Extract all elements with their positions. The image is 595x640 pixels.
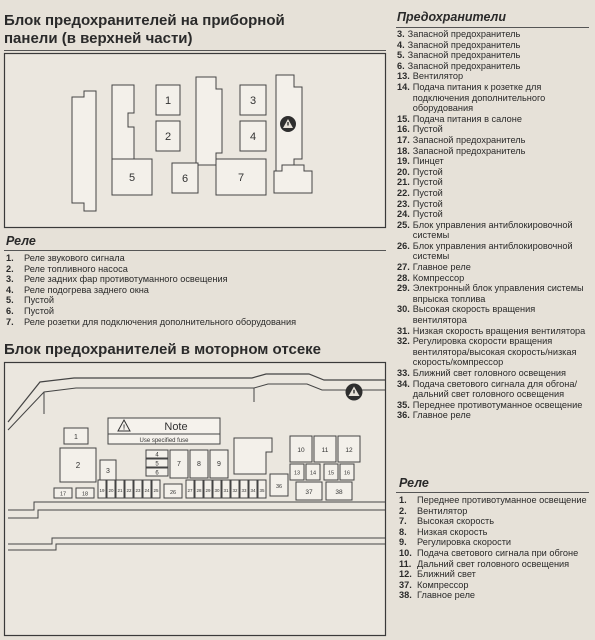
item-number: 25.	[397, 219, 410, 230]
item-text: Вентилятор	[412, 71, 464, 82]
list-item	[6, 274, 386, 285]
fuse-28-label: 28	[196, 488, 202, 493]
item-number: 3.	[6, 274, 14, 285]
relay-37-label: 37	[305, 489, 313, 496]
item-number: 27.	[397, 262, 410, 273]
item-text: Компрессор	[417, 579, 469, 590]
note-sub-text: Use specified fuse	[139, 438, 189, 444]
list-item	[397, 50, 590, 61]
item-text: Пустой	[412, 166, 443, 177]
relay-section-2-rule	[396, 492, 589, 493]
item-text: Пустой	[412, 177, 443, 188]
fuse-list	[397, 29, 590, 421]
fuse-36-label: 36	[275, 484, 283, 490]
dashboard-fuse-box-diagram	[4, 53, 387, 229]
connector-block-shape	[234, 438, 272, 474]
item-number: 20.	[397, 166, 410, 177]
item-text: Запасной предохранитель	[412, 134, 526, 145]
item-text: Главное реле	[417, 590, 476, 601]
list-item	[399, 527, 589, 538]
list-item	[397, 209, 590, 220]
top-title-rule	[4, 50, 386, 51]
list-item	[397, 283, 590, 304]
relay-2-label: 2	[164, 131, 172, 143]
list-item	[397, 326, 590, 337]
fuse-21-label: 21	[117, 488, 123, 493]
fuse-29-label: 29	[205, 488, 211, 493]
item-text: Подача питания в салоне	[412, 113, 522, 124]
relay-12-label: 12	[345, 447, 353, 454]
list-item	[397, 400, 590, 411]
list-item	[397, 71, 590, 82]
item-number: 14.	[397, 81, 410, 92]
item-number: 7.	[399, 516, 407, 527]
note-label-text: Note	[164, 421, 188, 433]
list-item	[397, 29, 590, 40]
item-text: Реле подогрева заднего окна	[24, 284, 149, 295]
item-number: 3.	[397, 29, 405, 39]
item-text: Ближний свет	[417, 569, 476, 580]
item-text: Низкая скорость вращения вентилятора	[412, 325, 586, 336]
list-item	[397, 304, 590, 325]
fuses-section-rule	[396, 27, 589, 28]
item-text: Пинцет	[412, 156, 444, 167]
list-item	[6, 285, 386, 296]
item-number: 4.	[397, 39, 405, 50]
item-number: 22.	[397, 187, 410, 198]
fuses-section-title: Предохранители	[397, 10, 506, 24]
item-text: Реле звукового сигнала	[24, 253, 125, 263]
fuse-35-label: 35	[259, 488, 265, 493]
relay-list-1	[6, 253, 386, 327]
list-item	[399, 516, 589, 527]
item-number: 23.	[397, 198, 410, 209]
relay-5-label: 5	[128, 172, 136, 184]
item-number: 24.	[397, 209, 410, 220]
item-number: 13.	[397, 71, 410, 82]
list-item	[6, 295, 386, 306]
list-item	[397, 220, 590, 241]
fuse-22-label: 22	[126, 488, 132, 493]
list-item	[397, 82, 590, 114]
item-number: 2.	[6, 263, 14, 274]
top-panel-title-line1: Блок предохранителей на приборной	[4, 12, 285, 29]
item-number: 7.	[6, 316, 14, 327]
item-text: Подача питания к розетке для подключения дополнительного оборудования	[412, 81, 546, 114]
item-text: Запасной предохранитель	[407, 50, 521, 61]
item-text: Запасной предохранитель	[407, 29, 521, 39]
relay-3-label: 3	[106, 468, 110, 475]
item-number: 17.	[397, 134, 410, 145]
item-number: 5.	[397, 50, 405, 61]
item-number: 33.	[397, 368, 410, 378]
fuse-32-label: 32	[232, 488, 238, 493]
engine-fuse-box-diagram	[4, 362, 387, 638]
fuse-25-label: 25	[153, 488, 159, 493]
item-number: 31.	[397, 325, 410, 336]
fuse-14-label: 14	[309, 470, 317, 477]
list-item	[397, 368, 590, 379]
item-number: 2.	[399, 505, 407, 516]
item-number: 34.	[397, 378, 410, 389]
item-number: 1.	[6, 253, 14, 263]
item-number: 8.	[399, 526, 407, 537]
item-number: 38.	[399, 590, 412, 601]
relay-6-label: 6	[181, 173, 189, 185]
list-item	[397, 124, 590, 135]
list-item	[397, 336, 590, 368]
item-text: Подача светового сигнала при обгоне	[417, 547, 579, 558]
item-number: 37.	[399, 579, 412, 590]
list-item	[397, 273, 590, 284]
list-item	[6, 306, 386, 317]
item-text: Реле розетки для подключения дополнительного оборудования	[24, 316, 297, 327]
fuse-5-label: 5	[155, 461, 159, 468]
list-item	[397, 379, 590, 400]
fuse-16-label: 16	[343, 470, 351, 477]
list-item	[397, 410, 590, 421]
item-number: 4.	[6, 284, 14, 295]
diagram-frame	[5, 54, 386, 228]
item-text: Вентилятор	[417, 505, 468, 516]
item-text: Пустой	[412, 124, 443, 135]
item-text: Пустой	[24, 305, 55, 316]
left-connector-shape	[72, 91, 96, 211]
list-item	[399, 590, 589, 601]
item-text: Высокая скорость	[417, 516, 495, 527]
fuse-23-label: 23	[135, 488, 141, 493]
item-number: 30.	[397, 304, 410, 315]
list-item	[397, 199, 590, 210]
item-text: Реле задних фар противотуманного освещения	[24, 274, 228, 285]
relay-section-1-rule	[4, 250, 386, 251]
item-text: Главное реле	[412, 262, 471, 273]
relay-4-label: 4	[249, 131, 257, 143]
fuse-15-label: 15	[327, 470, 335, 477]
fuse-30-label: 30	[214, 488, 220, 493]
list-item	[399, 506, 589, 517]
list-item	[6, 253, 386, 264]
item-number: 26.	[397, 240, 410, 251]
relay-list-2	[399, 495, 589, 601]
item-text: Главное реле	[412, 410, 471, 421]
item-text: Запасной предохранитель	[407, 60, 521, 71]
relay-2-label: 2	[75, 461, 81, 470]
item-number: 12.	[399, 569, 412, 580]
item-number: 9.	[399, 537, 407, 548]
list-item	[6, 264, 386, 275]
engine-section-title: Блок предохранителей в моторном отсеке	[4, 341, 322, 358]
item-number: 6.	[397, 60, 405, 71]
item-number: 32.	[397, 336, 410, 347]
item-text: Блок управления антиблокировочной системы	[412, 240, 573, 262]
list-item	[397, 156, 590, 167]
fuse-20-label: 20	[108, 488, 114, 493]
item-number: 28.	[397, 272, 410, 283]
item-text: Блок управления антиблокировочной системы	[412, 219, 573, 241]
fuse-19-label: 19	[99, 488, 105, 493]
fuse-24-label: 24	[144, 488, 150, 493]
fuse-13-label: 13	[293, 470, 301, 477]
list-item	[397, 241, 590, 262]
caution-triangle-icon	[346, 384, 363, 401]
relay-8-label: 8	[197, 461, 201, 468]
fuse-31-label: 31	[223, 488, 229, 493]
item-number: 15.	[397, 113, 410, 124]
top-panel-title-line2: панели (в верхней части)	[4, 30, 193, 47]
item-text: Пустой	[412, 209, 443, 220]
relay-10-label: 10	[297, 447, 305, 454]
item-text: Дальний свет головного освещения	[417, 558, 570, 569]
item-number: 5.	[6, 295, 14, 306]
svg-text:!: !	[122, 424, 126, 432]
relay-7-label: 7	[177, 461, 181, 468]
list-item	[397, 135, 590, 146]
item-number: 21.	[397, 177, 410, 188]
list-item	[397, 177, 590, 188]
top-panel-title	[4, 12, 389, 48]
list-item	[397, 114, 590, 125]
item-number: 18.	[397, 145, 410, 156]
item-text: Регулировка скорости	[417, 537, 512, 548]
relay-38-label: 38	[335, 489, 343, 496]
item-number: 6.	[6, 305, 14, 316]
relay-1-label: 1	[74, 434, 78, 441]
item-text: Компрессор	[412, 272, 465, 283]
item-number: 19.	[397, 156, 410, 167]
item-number: 35.	[397, 399, 410, 410]
fuse-33-label: 33	[241, 488, 247, 493]
list-item	[397, 262, 590, 273]
item-text: Высокая скорость вращения вентилятора	[412, 304, 536, 326]
relay-section-2-title: Реле	[399, 476, 429, 490]
list-item	[397, 188, 590, 199]
list-item	[399, 537, 589, 548]
item-text: Пустой	[412, 198, 443, 209]
item-text: Низкая скорость	[417, 526, 488, 537]
list-item	[399, 580, 589, 591]
fuse-26-label: 26	[169, 490, 177, 496]
middle-connector-shape	[196, 77, 222, 165]
item-text: Электронный блок управления системы впрыска топлива	[412, 283, 584, 304]
list-item	[399, 495, 589, 506]
item-text: Реле топливного насоса	[24, 263, 128, 274]
relay-11-label: 11	[321, 447, 329, 454]
relay-1-label: 1	[164, 95, 172, 107]
list-item	[399, 569, 589, 580]
item-text: Переднее противотуманное освещение	[412, 399, 583, 410]
caution-triangle-icon	[280, 116, 296, 132]
relay-7-label: 7	[237, 172, 245, 184]
fuse-34-label: 34	[250, 488, 256, 493]
item-text: Переднее противотуманное освещение	[417, 495, 587, 505]
item-number: 36.	[397, 410, 410, 421]
item-text: Подача светового сигнала для обгона/дальний свет головного освещения	[412, 378, 577, 400]
list-item	[397, 40, 590, 51]
item-number: 10.	[399, 547, 412, 558]
relay-9-label: 9	[217, 461, 221, 468]
fuse-18-label: 18	[81, 491, 89, 498]
item-number: 11.	[399, 558, 412, 569]
fuse-17-label: 17	[59, 491, 67, 498]
list-item	[397, 167, 590, 178]
fuse-6-label: 6	[155, 470, 159, 477]
fuse-27-label: 27	[187, 488, 193, 493]
list-item	[399, 559, 589, 570]
list-item	[399, 548, 589, 559]
relay-section-1-title: Реле	[6, 234, 36, 248]
fuse-4-label: 4	[155, 452, 159, 459]
item-number: 29.	[397, 283, 410, 294]
relay-3-label: 3	[249, 95, 257, 107]
list-item	[397, 146, 590, 157]
item-number: 16.	[397, 124, 410, 135]
item-text: Пустой	[24, 295, 55, 306]
item-number: 1.	[399, 495, 407, 505]
item-text: Запасной предохранитель	[412, 145, 526, 156]
list-item	[397, 61, 590, 72]
list-item	[6, 317, 386, 328]
item-text: Регулировка скорости вращения вентилятора/высокая скорость/низкая скорость/компрессор	[412, 336, 577, 368]
item-text: Пустой	[412, 187, 443, 198]
item-text: Ближний свет головного освещения	[412, 368, 567, 378]
item-text: Запасной предохранитель	[407, 39, 521, 50]
